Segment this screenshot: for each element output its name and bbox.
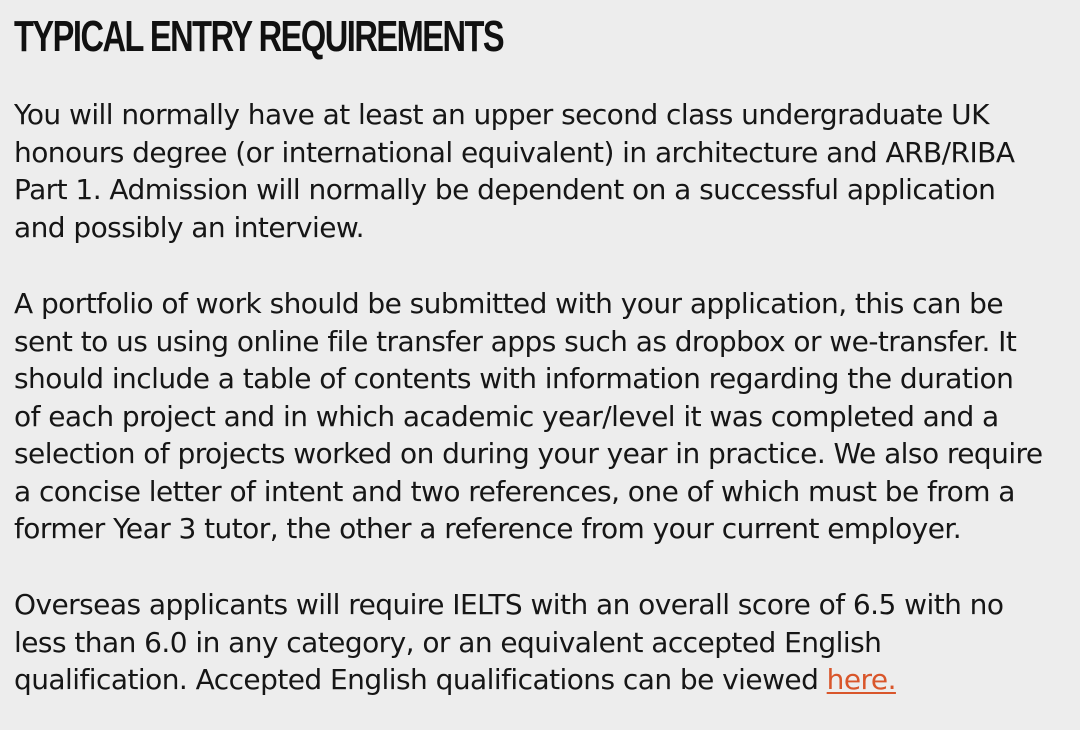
english-qualifications-link[interactable]: here.	[826, 663, 896, 696]
paragraph-line: Overseas applicants will require IELTS with an overall score of 6.5 with no	[14, 588, 1004, 621]
paragraph-line: a concise letter of intent and two references, one of which must be from a	[14, 474, 1015, 508]
paragraph-line: A portfolio of work should be submitted with your application, this can be	[14, 287, 1004, 320]
paragraph-line: former Year 3 tutor, the other a reference from your current employer.	[14, 512, 962, 545]
paragraph-line: of each project and in which academic year/level it was completed and a	[14, 399, 999, 433]
paragraph-line-with-link	[14, 661, 1003, 699]
portfolio-requirements-paragraph	[14, 285, 1043, 548]
language-requirements-paragraph	[14, 586, 1003, 699]
paragraph-line: should include a table of contents with information regarding the duration	[14, 362, 1014, 395]
paragraph-line: You will normally have at least an upper second class undergraduate UK	[14, 98, 989, 131]
paragraph-line: Part 1. Admission will normally be dependent on a successful application	[14, 173, 996, 206]
paragraph-line-text: qualification. Accepted English qualifications can be viewed	[14, 663, 827, 696]
paragraph-line: and possibly an interview.	[14, 210, 365, 244]
paragraph-line: honours degree (or international equivalent) in architecture and ARB/RIBA	[14, 135, 1015, 169]
paragraph-line: selection of projects worked on during your year in practice. We also require	[14, 437, 1043, 470]
degree-requirements-paragraph	[14, 96, 1014, 246]
paragraph-line: less than 6.0 in any category, or an equivalent accepted English	[14, 625, 882, 659]
section-title: TYPICAL ENTRY REQUIREMENTS	[14, 12, 504, 61]
paragraph-line: sent to us using online file transfer apps such as dropbox or we-transfer. It	[14, 324, 1017, 358]
